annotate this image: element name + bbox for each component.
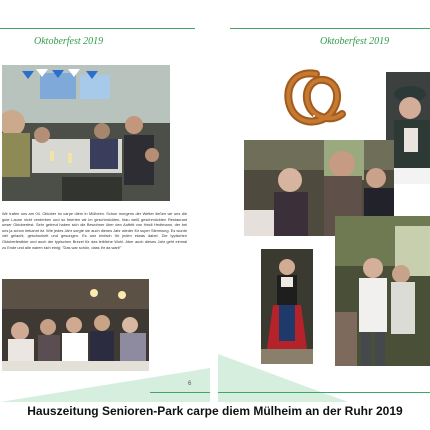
publication-caption: Hauszeitung Senioren-Park carpe diem Mülheim an der Ruhr 2019 xyxy=(27,404,403,418)
page-number: 6 xyxy=(188,381,192,387)
left-green-wedge xyxy=(0,368,210,402)
article-text: Wir trafen uns am 04. Oktober im carpe diem in Mülheim. Schon morgens der Wetter ließen wir uns die gute Laune nicht verderben und so feierten wir im geschmückten, blau weiß geschmückten Restaurant unser Oktoberfest. Sehr gefreut haben sich die Bewohner über den Auftritt von Heidi Hedtmann, der bei uns ja schon bekannt ist. Wie jedes Jahr sorgte sie auch dieses Jahr wieder für super Stimmung. Es wurde viel gelacht, geschunkelt und gesungen. Es war einfach für jeden etwas dabei. Die typischen Oktoberfestbier und auch der typischen Brezel für das leibliche Wohl. Aber auch dieses Jahr geht einmal zu Ende und alle waren sich einig: "Das war schön, dass ihr da wart!" xyxy=(2,211,187,250)
left-page-header: Oktoberfest 2019 xyxy=(34,36,104,47)
left-bottom-rule xyxy=(150,392,210,393)
right-page xyxy=(218,0,430,402)
right-green-wedge xyxy=(218,354,430,402)
right-page-header: Oktoberfest 2019 xyxy=(320,36,390,47)
singer-photo xyxy=(261,249,313,364)
pretzel-image xyxy=(280,64,352,132)
party-room-photo xyxy=(2,65,170,201)
woman-standing-photo xyxy=(335,216,430,366)
left-top-rule xyxy=(0,28,195,29)
right-top-rule xyxy=(230,28,430,29)
left-page xyxy=(0,0,210,402)
seniors-table-photo xyxy=(2,279,149,371)
right-bottom-rule xyxy=(218,392,430,393)
